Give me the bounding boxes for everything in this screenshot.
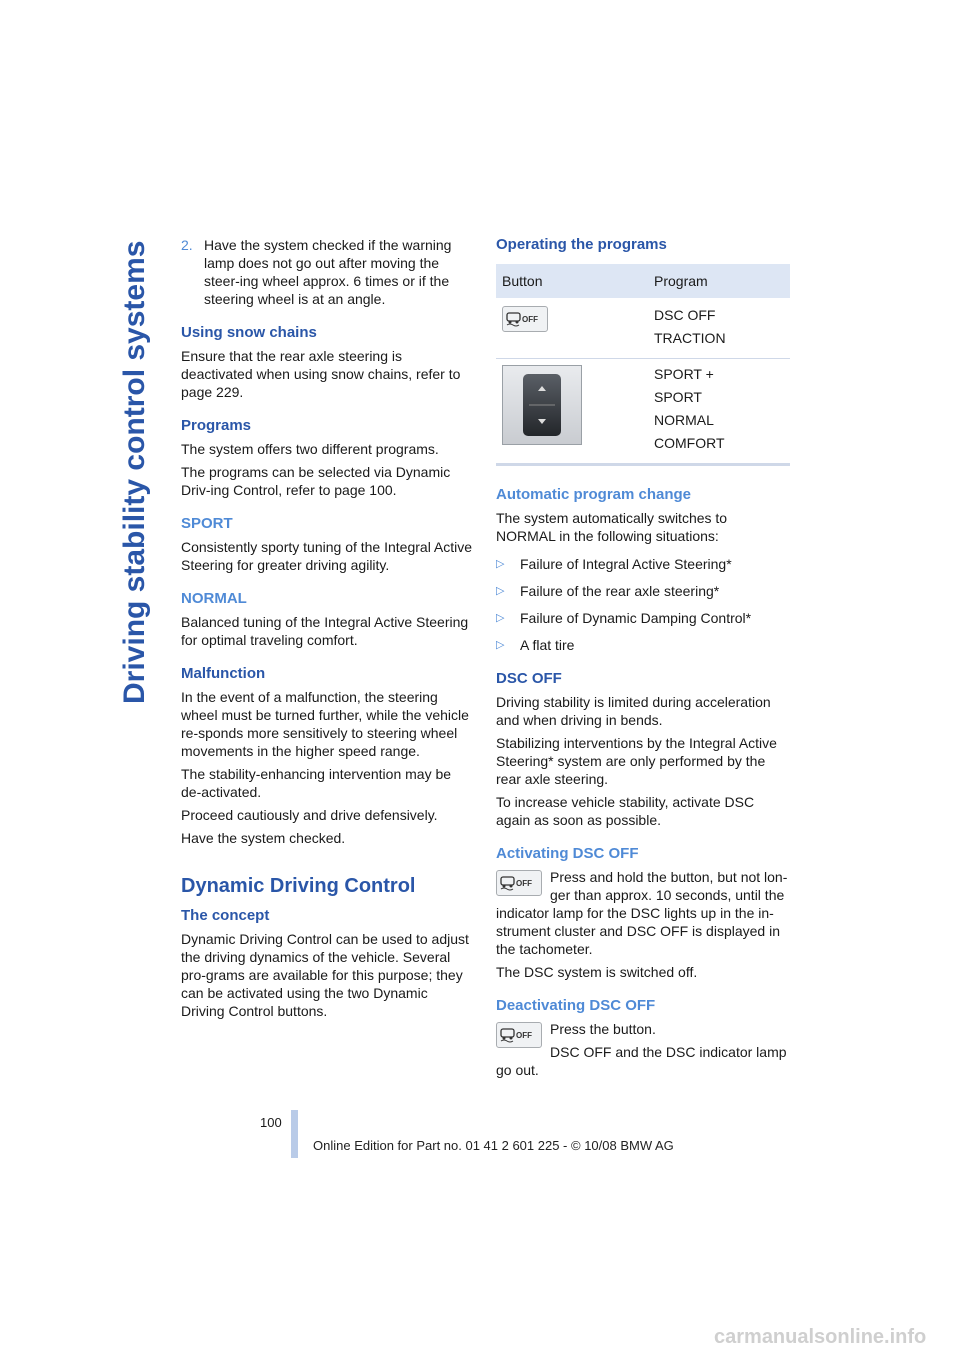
heading-normal: NORMAL	[181, 590, 247, 607]
table-cell-program	[648, 299, 790, 359]
list-item	[496, 636, 790, 654]
footer-accent-bar	[291, 1110, 298, 1158]
triangle-bullet-icon: ▷	[496, 612, 505, 624]
list-item	[496, 582, 790, 600]
program-name: DSC OFF	[654, 307, 716, 323]
table-header-program: Program	[648, 264, 790, 299]
dsc-text-1: Driving stability is limited during acceleration and when driving in bends.	[496, 694, 771, 728]
heading-activating-dsc-off: Activating DSC OFF	[496, 845, 639, 862]
triangle-bullet-icon: ▷	[496, 639, 505, 651]
side-chapter-title: Driving stability control systems	[118, 240, 151, 704]
dsc-off-icon	[502, 306, 548, 332]
activating-text: Press and hold the button, but not lon-ger than approx. 10 seconds, until the indicator lamp for the DSC lights up in the in-strument cluster and DSC OFF is displayed in the tachometer.	[496, 869, 788, 957]
program-name: TRACTION	[654, 330, 726, 346]
table-row	[496, 359, 790, 465]
list-item	[496, 555, 790, 573]
triangle-bullet-icon: ▷	[496, 585, 505, 597]
list-item-text: Failure of Integral Active Steering*	[520, 556, 732, 572]
malfunction-text-4: Have the system checked.	[181, 830, 346, 846]
program-name: SPORT	[654, 389, 702, 405]
heading-programs: Programs	[181, 417, 252, 434]
activating-block	[496, 868, 790, 958]
ddc-rocker-switch-icon	[502, 365, 582, 445]
auto-bullet-list	[496, 555, 790, 654]
footer-edition: Online Edition for Part no. 01 41 2 601 225 - © 10/08 BMW AG	[313, 1138, 674, 1153]
table-cell-program	[648, 359, 790, 465]
step-number: 2.	[181, 237, 193, 253]
heading-dynamic-driving-control: Dynamic Driving Control	[181, 875, 416, 897]
heading-deactivating-dsc-off: Deactivating DSC OFF	[496, 997, 656, 1014]
program-name: SPORT +	[654, 366, 714, 382]
deactivating-text-2: DSC OFF and the DSC indicator lamp go out.	[496, 1044, 787, 1078]
dsc-text-2: Stabilizing interventions by the Integral Active Steering* system are only performed by the rear axle steering.	[496, 735, 777, 787]
list-item-text: Failure of the rear axle steering*	[520, 583, 720, 599]
sport-text: Consistently sporty tuning of the Integral Active Steering for greater driving agility.	[181, 539, 473, 573]
concept-text: Dynamic Driving Control can be used to adjust the driving dynamics of the vehicle. Several pro-grams are available for this purpose; they can be activated using the two Dynamic Driving Control buttons.	[181, 931, 469, 1019]
snow-chains-text: Ensure that the rear axle steering is deactivated when using snow chains, refer to page 229.	[181, 348, 461, 400]
table-cell-button	[496, 359, 648, 465]
heading-snow-chains: Using snow chains	[181, 324, 317, 341]
heading-the-concept: The concept	[181, 907, 270, 924]
triangle-bullet-icon: ▷	[496, 558, 505, 570]
dsc-off-icon	[496, 870, 542, 896]
list-item-text: A flat tire	[520, 637, 575, 653]
dsc-off-icon	[496, 1022, 542, 1048]
activating-text-2: The DSC system is switched off.	[496, 964, 698, 980]
auto-text: The system automatically switches to NORMAL in the following situations:	[496, 510, 728, 544]
programs-text-1: The system offers two different programs.	[181, 441, 439, 457]
heading-operating-programs: Operating the programs	[496, 236, 667, 253]
step-text: Have the system checked if the warning lamp does not go out after moving the steer-ing wheel approx. 6 times or if the steering wheel is at an angle.	[204, 237, 452, 307]
dsc-text-3: To increase vehicle stability, activate DSC again as soon as possible.	[496, 794, 755, 828]
table-header-button: Button	[496, 264, 648, 299]
program-name: NORMAL	[654, 412, 714, 428]
list-item	[496, 609, 790, 627]
heading-sport: SPORT	[181, 515, 233, 532]
table-header-row	[496, 264, 790, 299]
svg-text:OFF: OFF	[522, 315, 538, 324]
program-name: COMFORT	[654, 435, 725, 451]
page-number: 100	[260, 1115, 282, 1130]
normal-text: Balanced tuning of the Integral Active Steering for optimal traveling comfort.	[181, 614, 469, 648]
svg-text:OFF: OFF	[516, 1031, 532, 1040]
step-2	[181, 236, 475, 308]
deactivating-block	[496, 1020, 790, 1079]
heading-automatic-program-change: Automatic program change	[496, 486, 692, 503]
malfunction-text-2: The stability-enhancing intervention may be de-activated.	[181, 766, 452, 800]
heading-dsc-off: DSC OFF	[496, 670, 562, 687]
list-item-text: Failure of Dynamic Damping Control*	[520, 610, 752, 626]
malfunction-text-1: In the event of a malfunction, the steering wheel must be turned further, while the vehicle re-sponds more sensitively to steering wheel movements in the higher speed range.	[181, 689, 469, 759]
right-column	[496, 236, 790, 1084]
table-cell-button	[496, 299, 648, 359]
programs-table	[496, 264, 790, 466]
heading-malfunction: Malfunction	[181, 665, 266, 682]
svg-text:OFF: OFF	[516, 879, 532, 888]
watermark: carmanualsonline.info	[714, 1326, 927, 1348]
malfunction-text-3: Proceed cautiously and drive defensively.	[181, 807, 438, 823]
deactivating-text-1: Press the button.	[550, 1021, 656, 1037]
left-column	[181, 236, 475, 1025]
programs-text-2: The programs can be selected via Dynamic Driv-ing Control, refer to page 100.	[181, 464, 451, 498]
table-row	[496, 299, 790, 359]
